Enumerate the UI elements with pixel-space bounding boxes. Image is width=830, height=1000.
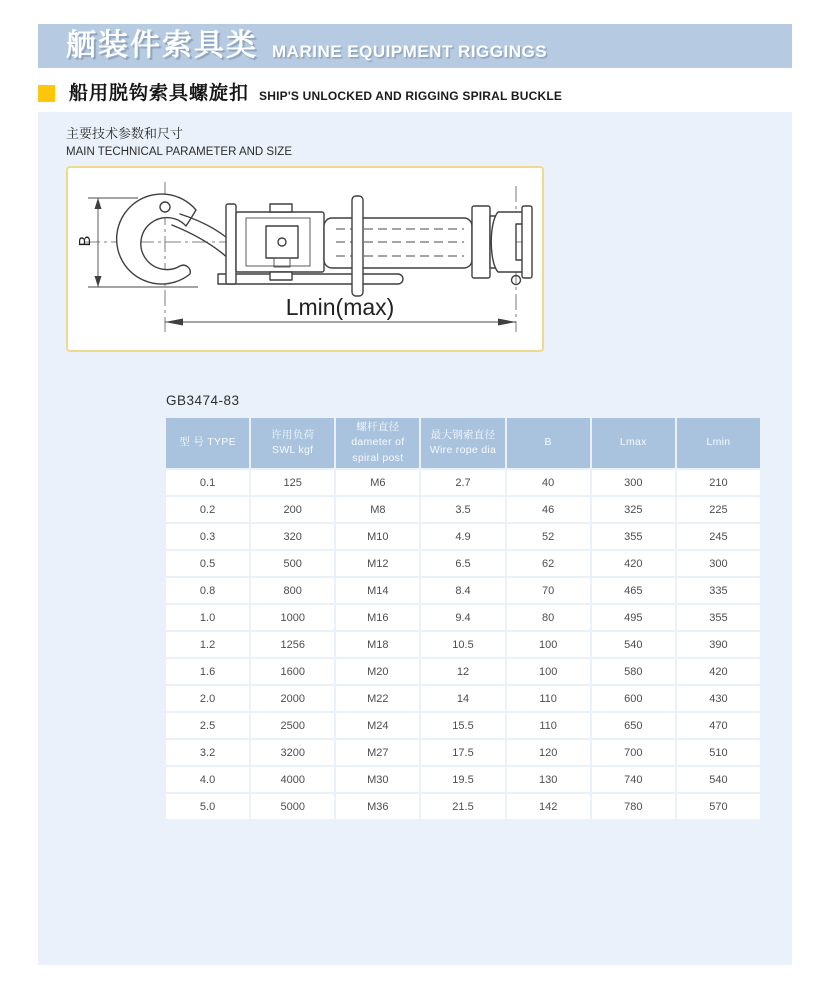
table-cell: 200 [251,497,334,522]
table-cell: 210 [677,470,760,495]
table-row [166,767,760,792]
column-header: B [507,418,590,468]
table-cell: 355 [677,605,760,630]
section-heading [38,84,792,103]
table-row [166,659,760,684]
table-cell: 510 [677,740,760,765]
turnbuckle-hook-drawing [68,168,542,350]
table-cell: 740 [592,767,675,792]
table-cell: 355 [592,524,675,549]
table-cell: 8.4 [421,578,504,603]
table-row [166,605,760,630]
table-cell: 300 [592,470,675,495]
table-cell: 62 [507,551,590,576]
table-cell: 780 [592,794,675,819]
table-cell: 2.7 [421,470,504,495]
table-cell: 21.5 [421,794,504,819]
spec-table-head [166,418,760,468]
column-header: 最大钢索直径 Wire rope dia [421,418,504,468]
banner-title-zh: 舾装件索具类 [66,29,258,62]
table-cell: M22 [336,686,419,711]
table-cell: M6 [336,470,419,495]
table-cell: 40 [507,470,590,495]
table-row [166,740,760,765]
table-cell: 2.5 [166,713,249,738]
column-header: Lmin [677,418,760,468]
table-cell: 335 [677,578,760,603]
table-cell: 0.8 [166,578,249,603]
table-cell: 142 [507,794,590,819]
table-cell: M10 [336,524,419,549]
table-cell: 465 [592,578,675,603]
table-cell: 52 [507,524,590,549]
table-cell: 110 [507,713,590,738]
parameter-title-zh: 主要技术参数和尺寸 [66,126,184,141]
table-cell: 12 [421,659,504,684]
table-cell: 5000 [251,794,334,819]
technical-drawing-box [66,166,544,352]
table-cell: M27 [336,740,419,765]
standard-number: GB3474-83 [166,393,240,408]
table-cell: 1.6 [166,659,249,684]
table-cell: 1600 [251,659,334,684]
table-cell: 245 [677,524,760,549]
content-panel [38,112,792,965]
table-cell: 4.9 [421,524,504,549]
table-cell: 9.4 [421,605,504,630]
table-cell: 430 [677,686,760,711]
table-cell: 2000 [251,686,334,711]
table-cell: 130 [507,767,590,792]
table-cell: 3.5 [421,497,504,522]
table-cell: 325 [592,497,675,522]
table-cell: 4000 [251,767,334,792]
table-cell: 540 [677,767,760,792]
page-banner [38,24,792,68]
table-row [166,686,760,711]
column-header: Lmax [592,418,675,468]
table-cell: 540 [592,632,675,657]
table-cell: 390 [677,632,760,657]
parameter-title-block [66,124,292,161]
table-cell: 120 [507,740,590,765]
table-cell: M18 [336,632,419,657]
table-cell: 580 [592,659,675,684]
parameter-title-en: MAIN TECHNICAL PARAMETER AND SIZE [66,145,292,158]
table-cell: 0.2 [166,497,249,522]
table-cell: 700 [592,740,675,765]
table-cell: 100 [507,659,590,684]
table-cell: 570 [677,794,760,819]
table-cell: 100 [507,632,590,657]
table-cell: 3200 [251,740,334,765]
table-cell: 1000 [251,605,334,630]
table-cell: 2.0 [166,686,249,711]
table-cell: 320 [251,524,334,549]
table-cell: 1.0 [166,605,249,630]
section-title-zh: 船用脱钩索具螺旋扣 [69,83,250,104]
table-cell: 70 [507,578,590,603]
table-cell: 2500 [251,713,334,738]
column-header: 螺杆直径 dameter of spiral post [336,418,419,468]
table-cell: M8 [336,497,419,522]
spec-table [164,416,762,821]
dim-lmin-label: Lmin(max) [285,294,395,320]
table-cell: 3.2 [166,740,249,765]
column-header: 型 号 TYPE [166,418,249,468]
section-title-en: SHIP'S UNLOCKED AND RIGGING SPIRAL BUCKLE [259,88,563,103]
table-cell: 15.5 [421,713,504,738]
table-cell: 495 [592,605,675,630]
table-cell: M36 [336,794,419,819]
table-cell: 225 [677,497,760,522]
banner-title-en: MARINE EQUIPMENT RIGGINGS [272,41,548,61]
table-row [166,524,760,549]
table-cell: 0.5 [166,551,249,576]
table-cell: 300 [677,551,760,576]
table-cell: 125 [251,470,334,495]
table-cell: M12 [336,551,419,576]
table-row [166,632,760,657]
table-cell: 6.5 [421,551,504,576]
table-cell: 5.0 [166,794,249,819]
table-cell: 0.1 [166,470,249,495]
table-cell: M24 [336,713,419,738]
table-cell: 420 [677,659,760,684]
table-cell: M20 [336,659,419,684]
table-cell: M30 [336,767,419,792]
table-cell: 46 [507,497,590,522]
table-cell: M14 [336,578,419,603]
table-cell: 14 [421,686,504,711]
table-cell: 110 [507,686,590,711]
table-cell: M16 [336,605,419,630]
table-cell: 80 [507,605,590,630]
table-row [166,497,760,522]
table-cell: 17.5 [421,740,504,765]
spec-table-body [166,470,760,819]
table-cell: 600 [592,686,675,711]
yellow-bullet-icon [38,85,55,102]
table-cell: 650 [592,713,675,738]
table-row [166,713,760,738]
header-row [166,418,760,468]
table-cell: 800 [251,578,334,603]
table-cell: 19.5 [421,767,504,792]
table-cell: 4.0 [166,767,249,792]
dim-b-label: B [77,235,94,247]
table-row [166,551,760,576]
table-cell: 1.2 [166,632,249,657]
table-row [166,470,760,495]
table-row [166,794,760,819]
table-cell: 0.3 [166,524,249,549]
table-cell: 10.5 [421,632,504,657]
table-cell: 1256 [251,632,334,657]
table-cell: 470 [677,713,760,738]
table-cell: 500 [251,551,334,576]
column-header: 许用负荷 SWL kgf [251,418,334,468]
table-row [166,578,760,603]
table-cell: 420 [592,551,675,576]
